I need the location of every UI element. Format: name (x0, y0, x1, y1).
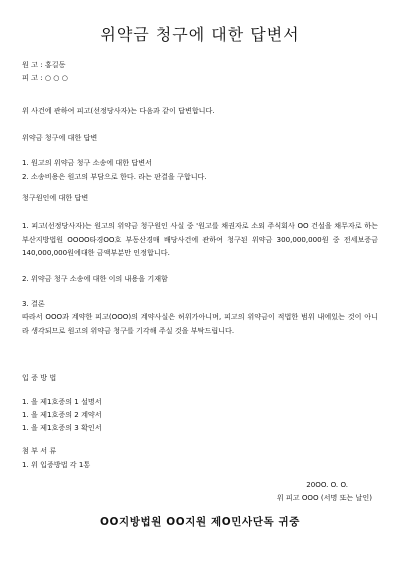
plaintiff-line: 원 고 : 홍길동 (22, 60, 66, 69)
cause-answer-heading: 청구원인에 대한 답변 (22, 193, 89, 202)
cause-answer-item-2: 2. 위약금 청구 소송에 대한 이의 내용을 기재함 (22, 274, 168, 283)
defendant-line: 피 고 : ○ ○ ○ (22, 73, 68, 82)
claim-answer-heading: 위약금 청구에 대한 답변 (22, 133, 98, 142)
evidence-item-3: 1. 을 제1호증의 3 확인서 (22, 423, 102, 432)
cause-answer-item-1: 1. 피고(선정당사자)는 원고의 위약금 청구원인 사실 중 '원고를 채권자로 소외 주식회사 OO 건설을 채무자로 하는 부산지방법원 OOOO타경OO호 부동산경매 배당사건에 관하여 청구된 위약금 300,000,000원 중 전세보증금 140,000,000원에대한 금액부분만 인정합니다. (22, 221, 378, 257)
conclusion-body: 따라서 OOO과 계약한 피고(OOO)의 계약사실은 허위가아니며, 피고의 위약금이 적법한 범위 내에있는 것이 아니라 생각되므로 원고의 위약금 청구를 기각해 주실 것을 부탁드립니다. (22, 312, 378, 335)
claim-answer-item-1: 1. 원고의 위약금 청구 소송에 대한 답변서 (22, 158, 152, 167)
evidence-heading: 입 증 방 법 (22, 373, 57, 382)
attachments-heading: 첨 부 서 류 (22, 446, 57, 455)
claim-answer-item-2: 2. 소송비용은 원고의 부담으로 한다. 라는 판결을 구합니다. (22, 172, 207, 181)
evidence-item-2: 1. 을 제1호증의 2 계약서 (22, 410, 102, 419)
evidence-item-1: 1. 을 제1호증의 1 설명서 (22, 397, 102, 406)
document-title: 위약금 청구에 대한 답변서 (100, 25, 300, 44)
conclusion-heading: 3. 결론 (22, 299, 45, 308)
court-addressee: OO지방법원 OO지원 제O민사단독 귀중 (99, 516, 301, 528)
attachments-item-1: 1. 위 입증방법 각 1통 (22, 460, 91, 469)
signature-line: 위 피고 OOO (서명 또는 날인) (276, 493, 372, 502)
intro-text: 위 사건에 관하여 피고(선정당사자)는 다음과 같이 답변합니다. (22, 106, 215, 115)
document-date: 20OO. O. O. (306, 480, 348, 489)
